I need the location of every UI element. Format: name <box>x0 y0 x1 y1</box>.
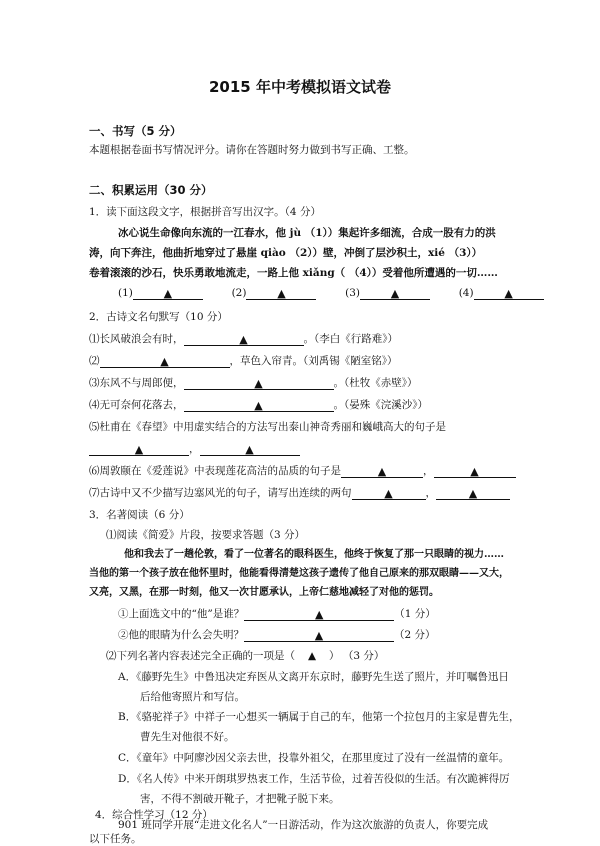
q2-blank-6a[interactable] <box>341 466 423 478</box>
q2-line-2 <box>89 354 398 368</box>
answer-marker: ▲ <box>384 487 393 500</box>
answer-marker: ▲ <box>134 443 144 456</box>
answer-marker: ▲ <box>468 487 478 500</box>
q3-question-1 <box>118 607 436 621</box>
q3-question-2-score: （2 分） <box>394 629 436 641</box>
q1-stem: 1．读下面这段文字，根据拼音写出汉字。（4 分） <box>89 206 321 218</box>
q1-label-1: (1) <box>118 287 133 299</box>
q2-line-4 <box>89 398 428 412</box>
option-b-line-1: B．《骆驼祥子》中祥子一心想买一辆属于自己的车，他第一个拉包月的主家是曹先生， <box>118 711 520 723</box>
q2-line-2-text: ，草色入帘青。（刘禹锡《陋室铭》） <box>229 355 398 367</box>
answer-marker: ▲ <box>254 399 263 412</box>
q2-line-7 <box>89 486 510 500</box>
q4-stem: 4．综合性学习（12 分） <box>95 809 213 821</box>
section-1-text: 本题根据卷面书写情况评分。请你在答题时努力做到书写正确、工整。 <box>89 144 415 156</box>
q3-question-1-score: （1 分） <box>394 608 436 620</box>
q3-sub-2 <box>106 649 384 663</box>
q2-line-7-comma: ， <box>425 487 436 499</box>
q1-blank-1[interactable] <box>133 288 203 300</box>
q2-line-3-source: 。（杜牧《赤壁》） <box>333 377 418 389</box>
answer-marker: ▲ <box>163 287 173 300</box>
q4-text-line-2: 以下任务。 <box>89 833 142 845</box>
q2-blank-7a[interactable] <box>352 488 426 500</box>
q3-passage-line-1: 他和我去了一趟伦敦，看了一位著名的眼科医生，他终于恢复了那一只眼睛的视力…… <box>124 549 504 560</box>
q2-blank-5b[interactable] <box>200 444 300 456</box>
answer-marker: ▲ <box>277 287 286 300</box>
answer-marker: ▲ <box>160 355 169 368</box>
option-a-line-1: A．《藤野先生》中鲁迅决定弃医从文离开东京时，藤野先生送了照片，并叮嘱鲁迅日 <box>118 671 509 683</box>
q1-blank-3[interactable] <box>360 288 430 300</box>
answer-marker: ▲ <box>239 333 248 346</box>
q3-question-1-text: ①上面选文中的“他”是谁？ <box>118 608 245 620</box>
q2-line-1-text: ⑴长风破浪会有时， <box>89 333 184 345</box>
q3-sub-2-score: ） （3 分） <box>329 650 385 662</box>
answer-marker: ▲ <box>470 465 479 478</box>
answer-marker: ▲ <box>245 443 254 456</box>
q2-line-3 <box>89 376 418 390</box>
q1-passage-line-3: 卷着滚滚的沙石，快乐勇敢地流走，一路上他 xiǎng（ （4））受着他所遭遇的一切…… <box>89 267 498 279</box>
section-2-heading: 二、积累运用（30 分） <box>89 183 213 197</box>
q3-passage-line-2: 当他的第一个孩子放在他怀里时，他能看得清楚这孩子遗传了他自己原来的那双眼睛——又大， <box>89 568 509 579</box>
q2-line-7-text: ⑺古诗中又不少描写边塞风光的句子，请写出连续的两句 <box>89 487 352 499</box>
q1-answer-row <box>118 286 544 300</box>
q2-line-5: ⑸杜甫在《春望》中用虚实结合的方法写出泰山神奇秀丽和巍峨高大的句子是 <box>89 421 446 433</box>
answer-marker: ▲ <box>315 608 324 621</box>
q1-passage-line-1: 冰心说生命像向东流的一江春水，他 jù （1））集起许多细流，合成一股有力的洪 <box>118 227 496 239</box>
q2-line-6-comma: ， <box>423 465 434 477</box>
answer-marker: ▲ <box>504 287 513 300</box>
q3-sub-2-answer[interactable]: ▲ <box>307 650 317 662</box>
q2-line-4-text: ⑷无可奈何花落去， <box>89 399 184 411</box>
q2-blank-7b[interactable] <box>436 488 510 500</box>
answer-marker: ▲ <box>390 287 400 300</box>
q2-stem: 2．古诗文名句默写（10 分） <box>89 311 228 323</box>
answer-marker: ▲ <box>314 629 324 642</box>
option-a-line-2: 后给他寄照片和写信。 <box>140 691 245 703</box>
q2-line-3-text: ⑶东风不与周郎便， <box>89 377 184 389</box>
answer-marker: ▲ <box>254 377 263 390</box>
q2-blank-2[interactable] <box>100 356 230 368</box>
q2-blank-1[interactable] <box>184 334 304 346</box>
q1-passage-line-2: 涛，向下奔注，他曲折地穿过了悬崖 qiào （2））壁，冲倒了层沙积土，xié （3）） <box>89 247 483 259</box>
answer-marker: ▲ <box>377 465 387 478</box>
q2-blank-5a[interactable] <box>89 444 189 456</box>
q1-blank-2[interactable] <box>246 288 316 300</box>
q2-line-4-source: 。（晏殊《浣溪沙》） <box>333 399 428 411</box>
q1-label-3: (3) <box>345 287 360 299</box>
q3-question-2 <box>118 628 436 642</box>
q1-label-4: (4) <box>458 287 474 299</box>
q3-stem: 3．名著阅读（6 分） <box>89 509 190 521</box>
option-d-line-2: 害，不得不割破开靴子，才把靴子脱下来。 <box>140 793 340 805</box>
q2-blank-6b[interactable] <box>434 466 516 478</box>
q2-line-6 <box>89 464 516 478</box>
q3-passage-line-3: 又亮，又黑，在那一时刻，他又一次甘愿承认，上帝仁慈地减轻了对他的惩罚。 <box>89 587 439 598</box>
q2-line-6-text: ⑹周敦颐在《爱莲说》中表现莲花高洁的品质的句子是 <box>89 465 341 477</box>
q3-sub-2-text: ⑵下列名著内容表述完全正确的一项是（ <box>106 650 295 662</box>
section-1-heading: 一、书写（5 分） <box>89 124 182 138</box>
option-c-line-1: C．《童年》中阿廖沙因父亲去世，投靠外祖父，在那里度过了没有一丝温情的童年。 <box>118 752 510 764</box>
q2-line-5-comma: ， <box>189 443 200 455</box>
q2-line-1-source: 。（李白《行路难》） <box>303 333 398 345</box>
option-d-line-1: D．《名人传》中米开朗琪罗热衷工作，生活节俭，过着苦役似的生活。有次跪裤得厉 <box>118 773 510 785</box>
exam-title: 2015 年中考模拟语文试卷 <box>209 78 391 96</box>
option-b-line-2: 曹先生对他很不好。 <box>140 731 235 743</box>
q2-line-5-blanks <box>89 442 300 456</box>
q2-line-1 <box>89 332 398 346</box>
q2-blank-4[interactable] <box>184 400 334 412</box>
q2-blank-3[interactable] <box>184 378 334 390</box>
q3-blank-2[interactable] <box>244 630 394 642</box>
q2-line-2-num: ⑵ <box>89 355 100 367</box>
q4-text-line-1: 901 班同学开展“走进文化名人”一日游活动，作为这次旅游的负责人，你要完成 <box>118 819 489 831</box>
q1-label-2: (2) <box>231 287 247 299</box>
q3-sub-1: ⑴阅读《简爱》片段，按要求答题（3 分） <box>106 529 306 541</box>
q3-blank-1[interactable] <box>244 609 394 621</box>
q3-question-2-text: ②他的眼睛为什么会失明？ <box>118 629 244 641</box>
q1-blank-4[interactable] <box>474 288 544 300</box>
